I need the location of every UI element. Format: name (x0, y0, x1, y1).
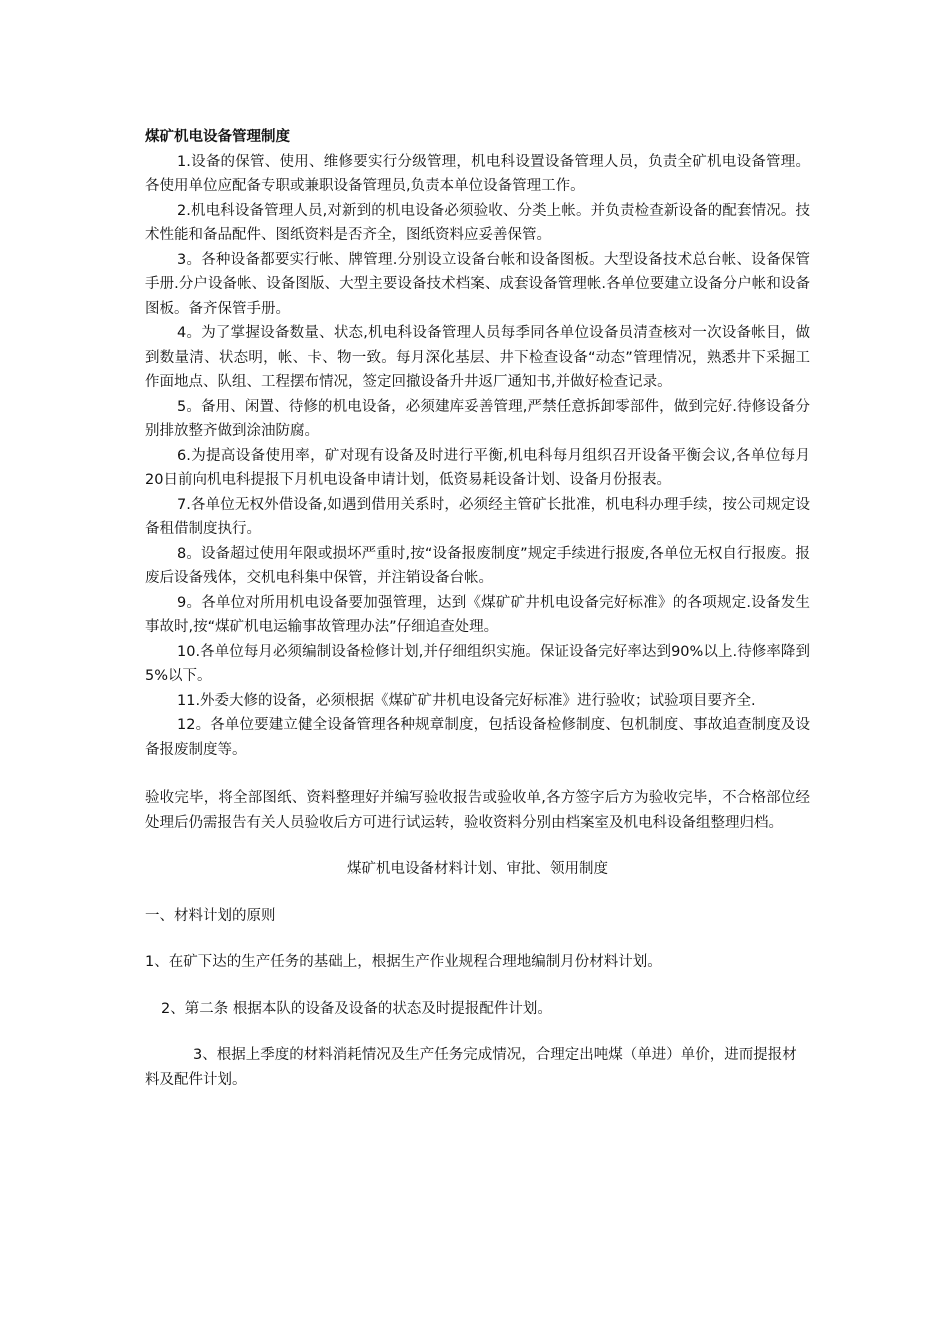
second-title: 煤矿机电设备材料计划、审批、领用制度 (347, 861, 608, 877)
rule-item-5: 5。备用、闲置、待修的机电设备，必须建库妥善管理,严禁任意拆卸零部件，做到完好.待修设备分别排放整齐做到涂油防腐。 (145, 398, 810, 439)
rule-item-11: 11.外委大修的设备，必须根据《煤矿矿井机电设备完好标准》进行验收；试验项目要齐全. (177, 692, 756, 709)
rule-item-8: 8。设备超过使用年限或损坏严重时,按“设备报废制度”规定手续进行报废,各单位无权自行报废。报废后设备残体，交机电科集中保管，并注销设备台帐。 (145, 545, 810, 586)
rule-item-4: 4。为了掌握设备数量、状态,机电科设备管理人员每季同各单位设备员清查核对一次设备帐目，做到数量清、状态明，帐、卡、物一致。每月深化基层、井下检查设备“动态”管理情况，熟悉井下采掘工作面地点、队组、工程摆布情况，签定回撤设备升井返厂通知书,并做好检查记录。 (145, 325, 810, 390)
plan-item-2: 2、第二条 根据本队的设备及设备的状态及时提报配件计划。 (161, 1000, 552, 1017)
rule-item-7: 7.各单位无权外借设备,如遇到借用关系时，必须经主管矿长批准，机电科办理手续，按公司规定设备租借制度执行。 (145, 496, 810, 537)
document-body (145, 125, 810, 1092)
plan-item-1: 1、在矿下达的生产任务的基础上，根据生产作业规程合理地编制月份材料计划。 (145, 954, 662, 970)
rule-item-9: 9。各单位对所用机电设备要加强管理，达到《煤矿矿井机电设备完好标准》的各项规定.设备发生事故时,按“煤矿机电运输事故管理办法”仔细追查处理。 (145, 594, 810, 635)
rule-item-3: 3。各种设备都要实行帐、牌管理.分别设立设备台帐和设备图板。大型设备技术总台帐、设备保管手册.分户设备帐、设备图版、大型主要设备技术档案、成套设备管理帐.各单位要建立设备分户帐和设备图板。备齐保管手册。 (145, 251, 810, 317)
document-title: 煤矿机电设备管理制度 (145, 129, 290, 145)
section-heading: 一、材料计划的原则 (145, 907, 276, 924)
rule-item-1: 1.设备的保管、使用、维修要实行分级管理，机电科设置设备管理人员，负责全矿机电设备管理。各使用单位应配备专职或兼职设备管理员,负责本单位设备管理工作。 (145, 153, 810, 194)
rule-item-6: 6.为提高设备使用率，矿对现有设备及时进行平衡,机电科每月组织召开设备平衡会议,各单位每月20日前向机电科提报下月机电设备申请计划，低资易耗设备计划、设备月份报表。 (145, 447, 810, 488)
acceptance-paragraph: 验收完毕，将全部图纸、资料整理好并编写验收报告或验收单,各方签字后方为验收完毕，不合格部位经处理后仍需报告有关人员验收后方可进行试运转，验收资料分别由档案室及机电科设备组整理归档。 (145, 790, 810, 831)
plan-item-3: 3、根据上季度的材料消耗情况及生产任务完成情况，合理定出吨煤（单进）单价，进而提报材料及配件计划。 (145, 1047, 797, 1088)
rule-item-2: 2.机电科设备管理人员,对新到的机电设备必须验收、分类上帐。并负责检查新设备的配套情况。技术性能和备品配件、图纸资料是否齐全，图纸资料应妥善保管。 (145, 202, 810, 243)
rule-item-10: 10.各单位每月必须编制设备检修计划,并仔细组织实施。保证设备完好率达到90%以上.待修率降到5%以下。 (145, 643, 810, 684)
rule-item-12: 12。各单位要建立健全设备管理各种规章制度，包括设备检修制度、包机制度、事故追查制度及设备报废制度等。 (145, 717, 810, 758)
